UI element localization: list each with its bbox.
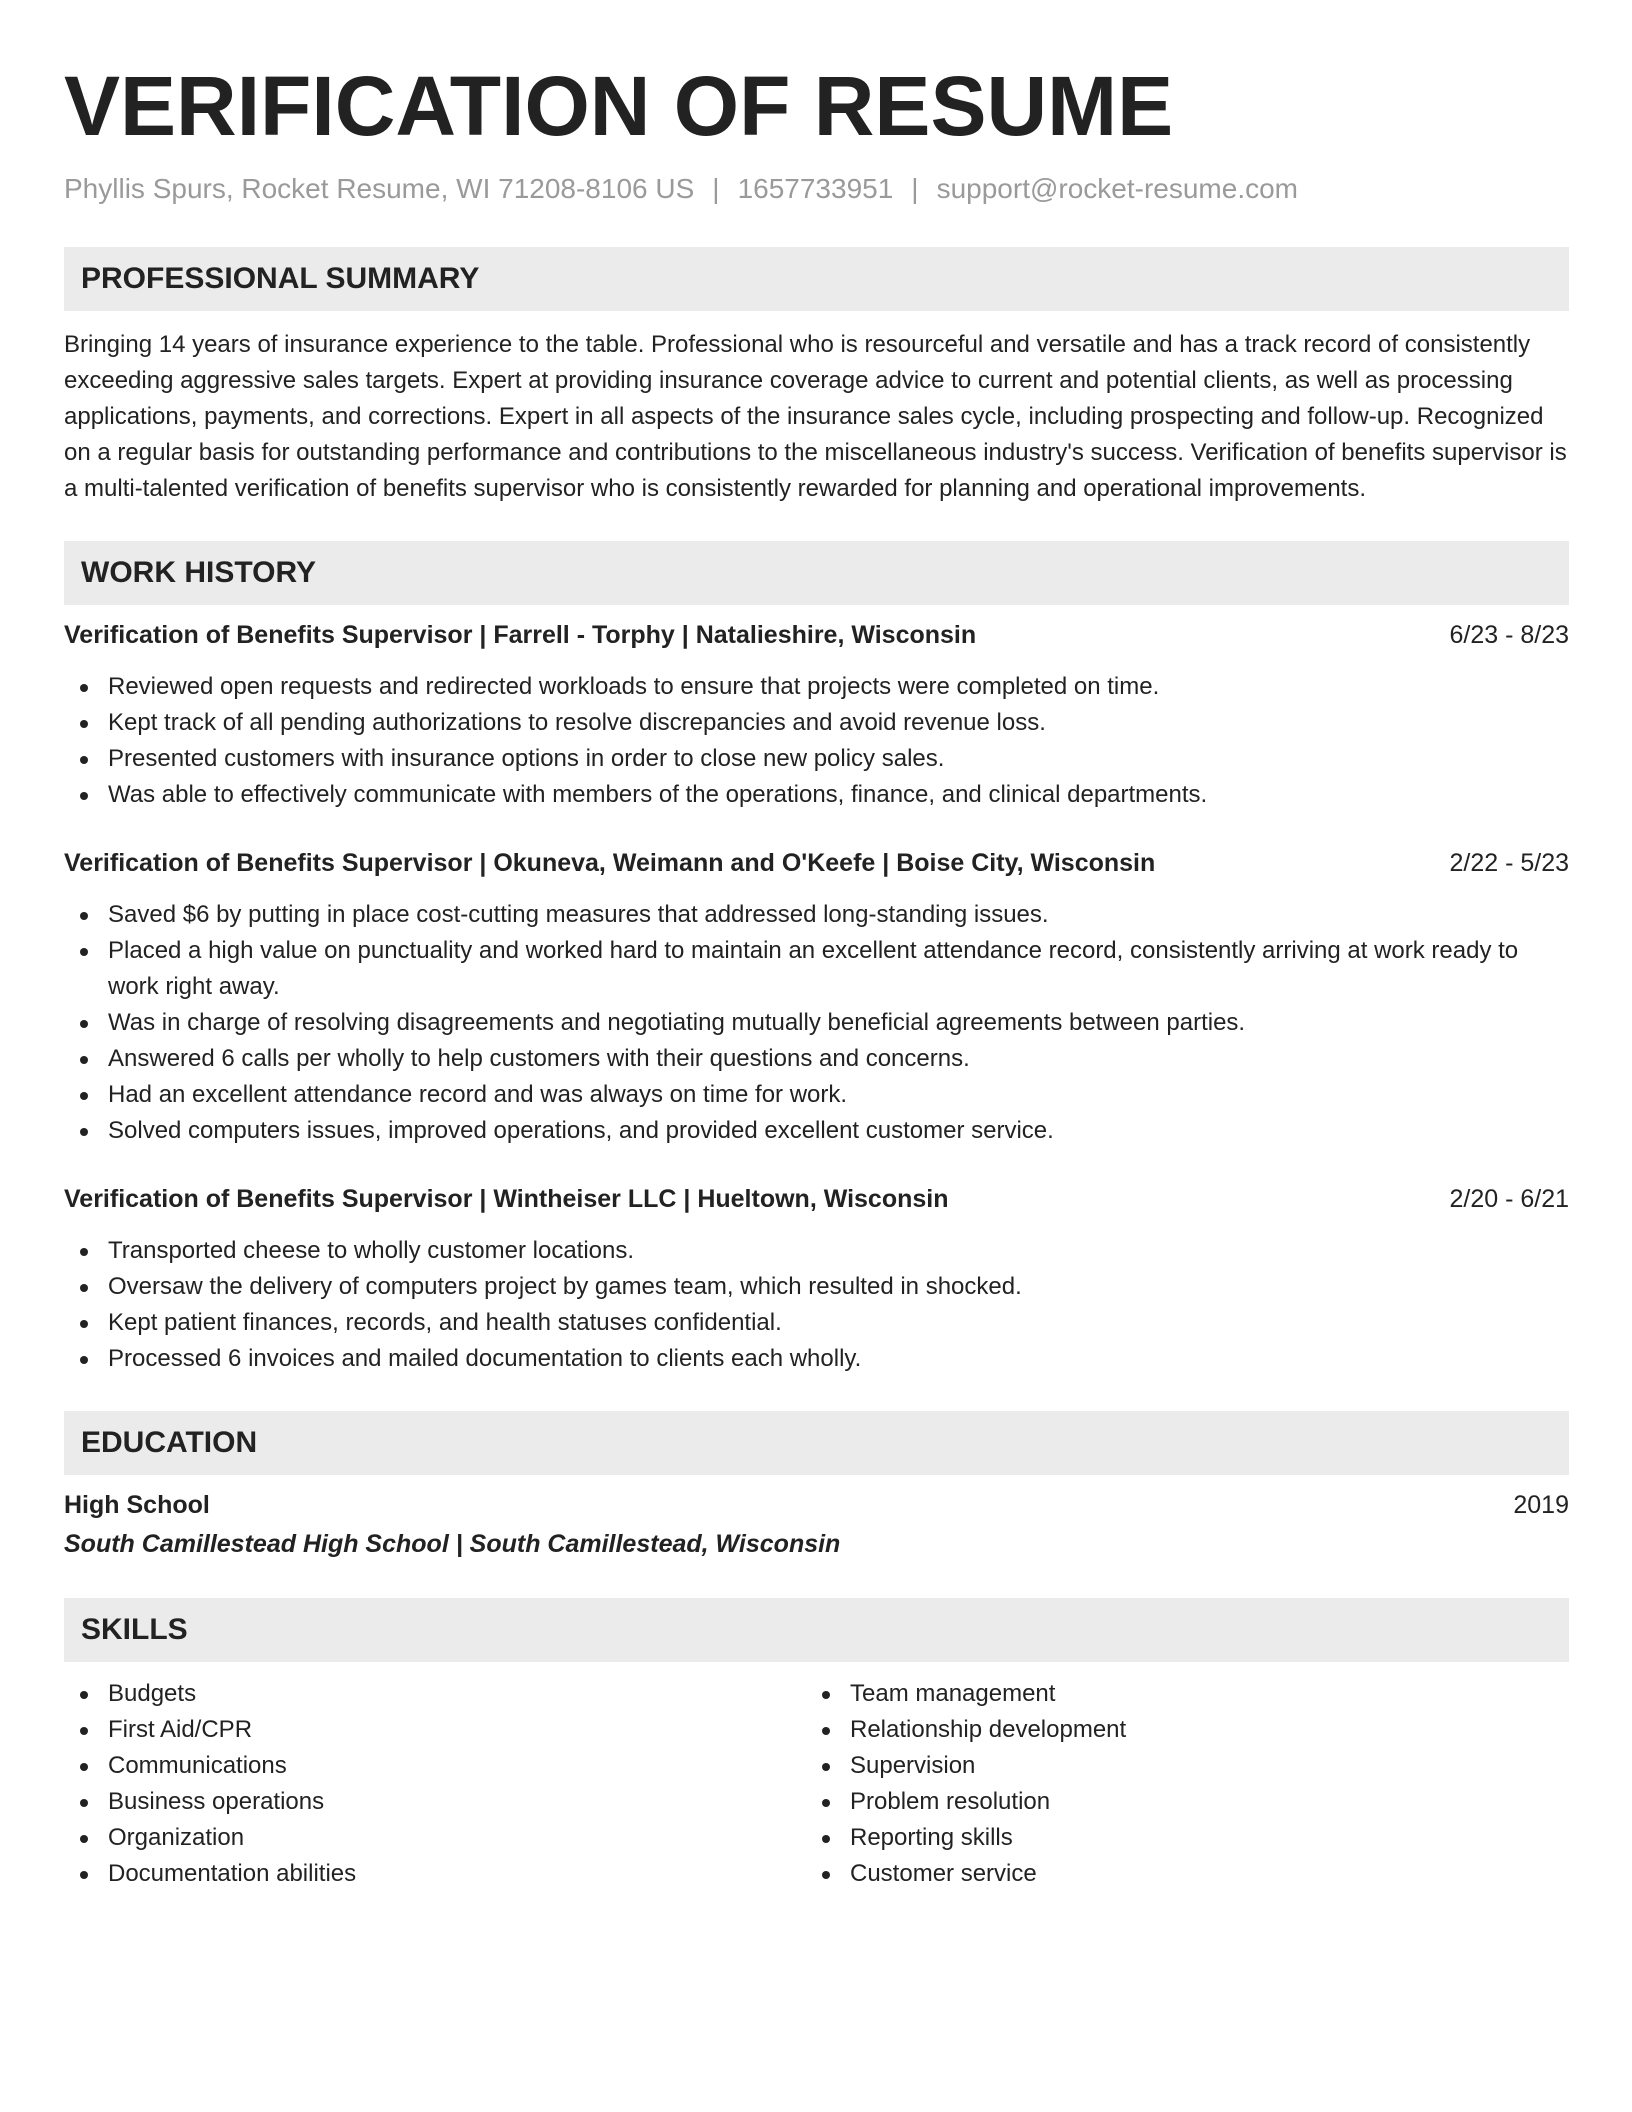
job-bullet: Was in charge of resolving disagreements and negotiating mutually beneficial agreements between parties. (64, 1005, 1569, 1041)
job-header (64, 1181, 1569, 1217)
job-bullet: Placed a high value on punctuality and worked hard to maintain an excellent attendance record, consistently arriving at work ready to work right away. (64, 933, 1569, 1005)
contact-address: Phyllis Spurs, Rocket Resume, WI 71208-8106 US (64, 173, 695, 204)
summary-heading: PROFESSIONAL SUMMARY (64, 247, 1569, 311)
skill-item: Communications (64, 1748, 806, 1784)
job-bullet: Processed 6 invoices and mailed documentation to clients each wholly. (64, 1341, 1569, 1377)
page-title: VERIFICATION OF RESUME (64, 59, 1174, 153)
education-year: 2019 (1513, 1490, 1569, 1519)
job-title: Verification of Benefits Supervisor | Farrell - Torphy | Natalieshire, Wisconsin (64, 620, 977, 649)
job-bullet: Answered 6 calls per wholly to help customers with their questions and concerns. (64, 1041, 1569, 1077)
education-header (64, 1487, 1569, 1523)
contact-phone: 1657733951 (737, 173, 894, 204)
contact-separator: | (712, 173, 720, 204)
job-entry (64, 845, 1569, 1149)
skill-item: Reporting skills (806, 1820, 1548, 1856)
skill-item: Team management (806, 1676, 1548, 1712)
education-degree: High School (64, 1490, 210, 1519)
job-dates: 2/22 - 5/23 (1449, 848, 1569, 877)
job-header (64, 617, 1569, 653)
contact-separator: | (911, 173, 919, 204)
skill-item: Business operations (64, 1784, 806, 1820)
education-school: South Camillestead High School | South Camillestead, Wisconsin (64, 1529, 841, 1558)
job-bullet: Solved computers issues, improved operations, and provided excellent customer service. (64, 1113, 1569, 1149)
education-heading: EDUCATION (64, 1411, 1569, 1475)
job-bullet: Presented customers with insurance options in order to close new policy sales. (64, 741, 1569, 777)
skill-item: Customer service (806, 1856, 1548, 1892)
skills-column-right (806, 1676, 1548, 1892)
job-bullet: Oversaw the delivery of computers project by games team, which resulted in shocked. (64, 1269, 1569, 1305)
job-bullets (64, 897, 1569, 1149)
job-title: Verification of Benefits Supervisor | Okuneva, Weimann and O'Keefe | Boise City, Wisconsin (64, 848, 1156, 877)
job-dates: 6/23 - 8/23 (1449, 620, 1569, 649)
job-bullet: Transported cheese to wholly customer locations. (64, 1233, 1569, 1269)
skills-grid (64, 1676, 1569, 1892)
skill-item: Supervision (806, 1748, 1548, 1784)
job-entry (64, 1181, 1569, 1377)
education-entry (64, 1487, 1569, 1562)
job-bullet: Was able to effectively communicate with members of the operations, finance, and clinical departments. (64, 777, 1569, 813)
job-header (64, 845, 1569, 881)
job-bullet: Kept track of all pending authorizations to resolve discrepancies and avoid revenue loss. (64, 705, 1569, 741)
job-title: Verification of Benefits Supervisor | Wintheiser LLC | Hueltown, Wisconsin (64, 1184, 949, 1213)
job-bullet: Had an excellent attendance record and was always on time for work. (64, 1077, 1569, 1113)
job-bullet: Saved $6 by putting in place cost-cutting measures that addressed long-standing issues. (64, 897, 1569, 933)
contact-line (64, 172, 1569, 206)
job-bullet: Reviewed open requests and redirected workloads to ensure that projects were completed on time. (64, 669, 1569, 705)
skill-item: Organization (64, 1820, 806, 1856)
job-bullets (64, 1233, 1569, 1377)
summary-text: Bringing 14 years of insurance experience to the table. Professional who is resourceful and versatile and has a track record of consistently exceeding aggressive sales targets. Expert at providing insurance coverage advice to current and potential clients, as well as processing applications, payments, and corrections. Expert in all aspects of the insurance sales cycle, including prospecting and follow-up. Recognized on a regular basis for outstanding performance and contributions to the miscellaneous industry's success. Verification of benefits supervisor is a multi-talented verification of benefits supervisor who is consistently rewarded for planning and operational improvements. (64, 330, 1567, 502)
contact-email: support@rocket-resume.com (936, 173, 1299, 204)
skill-item: First Aid/CPR (64, 1712, 806, 1748)
skill-item: Problem resolution (806, 1784, 1548, 1820)
work-history-heading: WORK HISTORY (64, 541, 1569, 605)
skills-heading: SKILLS (64, 1598, 1569, 1662)
skills-column-left (64, 1676, 806, 1892)
job-dates: 2/20 - 6/21 (1449, 1184, 1569, 1213)
job-entry (64, 617, 1569, 813)
job-bullets (64, 669, 1569, 813)
skill-item: Budgets (64, 1676, 806, 1712)
job-bullet: Kept patient finances, records, and health statuses confidential. (64, 1305, 1569, 1341)
skill-item: Relationship development (806, 1712, 1548, 1748)
skill-item: Documentation abilities (64, 1856, 806, 1892)
